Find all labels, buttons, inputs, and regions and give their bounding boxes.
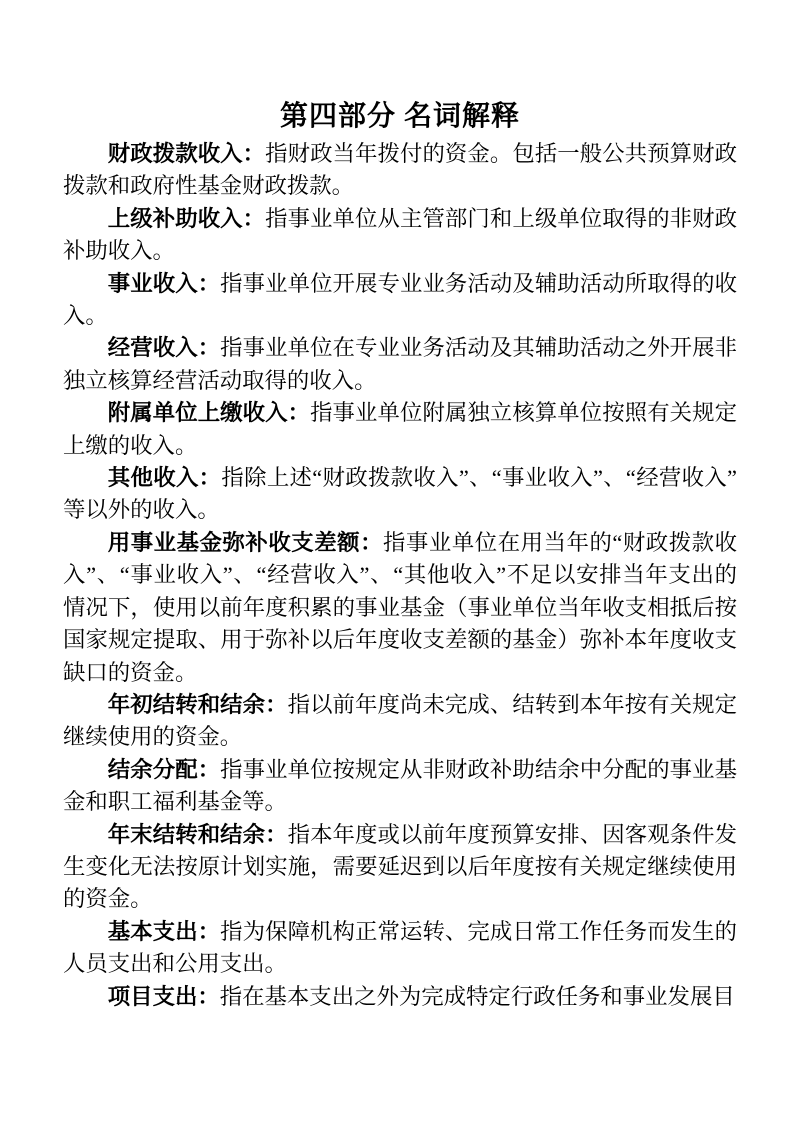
glossary-definition-paragraph [63,203,737,268]
glossary-definition-text: 指在基本支出之外为完成特定行政任务和事业发展目 [219,983,735,1009]
page-title: 第四部分 名词解释 [279,101,520,132]
glossary-definition-text: 指事业单位开展专业业务活动及辅助活动所取得的收入。 [63,270,738,329]
glossary-definition-text: 指财政当年拨付的资金。包括一般公共预算财政拨款和政府性基金财政拨款。 [63,141,738,199]
glossary-definition-paragraph [63,981,737,1013]
glossary-term: 用事业基金弥补收支差额： [107,529,384,555]
glossary-definition-text: 指事业单位按规定从非财政补助结余中分配的事业基金和职工福利基金等。 [63,756,738,815]
glossary-definition-paragraph [63,138,737,203]
glossary-definition-paragraph [63,462,737,527]
glossary-term: 结余分配： [107,756,221,782]
glossary-term: 附属单位上缴收入： [107,400,311,426]
document-content [63,96,737,1013]
glossary-definition-text: 指事业单位在专业业务活动及其辅助活动之外开展非独立核算经营活动取得的收入。 [63,335,738,393]
glossary-definition-text: 指除上述“财政拨款收入”、“事业收入”、“经营收入”等以外的收入。 [63,465,737,523]
glossary-definition-text: 指事业单位在用当年的“财政拨款收入”、“事业收入”、“经营收入”、“其他收入”不足以安排当年支出的情况下，使用以前年度积累的事业基金（事业单位当年收支相抵后按国家规定提取、用于弥补以后年度收支差额的基金）弥补本年度收支缺口的资金。 [63,529,737,685]
glossary-definition-paragraph [63,819,737,916]
glossary-definition-text: 指以前年度尚未完成、结转到本年按有关规定继续使用的资金。 [63,691,738,750]
glossary-term: 财政拨款收入： [107,141,266,166]
glossary-definition-paragraph [63,397,737,462]
glossary-term: 基本支出： [107,918,221,944]
glossary-term: 年初结转和结余： [107,691,288,717]
glossary-definition-paragraph [63,268,737,333]
glossary-definition-paragraph [63,754,737,819]
glossary-definition-text: 指事业单位从主管部门和上级单位取得的非财政补助收入。 [63,205,738,264]
glossary-term: 项目支出： [107,983,220,1009]
glossary-definition-text: 指为保障机构正常运转、完成日常工作任务而发生的人员支出和公用支出。 [63,918,738,977]
glossary-term: 事业收入： [107,270,221,296]
glossary-term: 上级补助收入： [107,205,266,231]
glossary-definition-text: 指事业单位附属独立核算单位按照有关规定上缴的收入。 [63,400,738,458]
glossary-definition-paragraph [63,916,737,981]
glossary-term: 经营收入： [107,335,221,361]
glossary-definition-paragraph [63,689,737,754]
glossary-term: 其他收入： [107,465,222,491]
glossary-term: 年末结转和结余： [107,821,288,847]
glossary-definition-text: 指本年度或以前年度预算安排、因客观条件发生变化无法按原计划实施，需要延迟到以后年度按有关规定继续使用的资金。 [63,821,738,912]
glossary-definition-paragraph [63,332,737,397]
glossary-list [63,138,737,1013]
glossary-definition-paragraph [63,527,737,689]
